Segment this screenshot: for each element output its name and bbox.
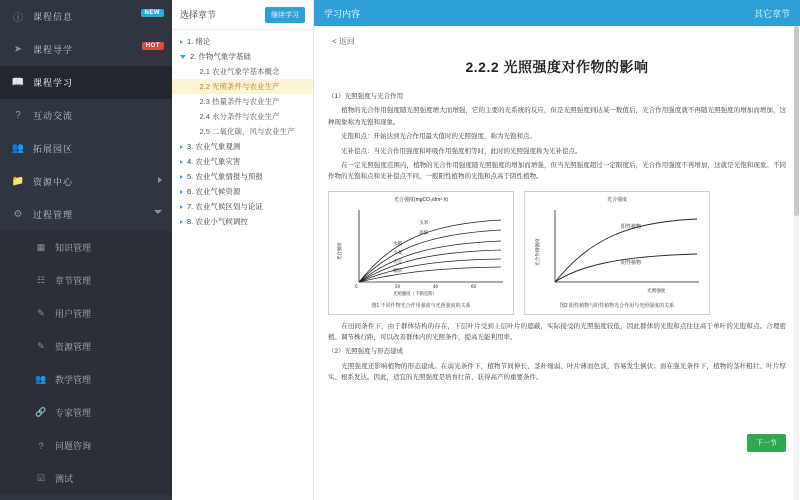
tree-item-label: 1. 绪论 — [187, 37, 211, 46]
sidebar-item-course-guide[interactable] — [0, 33, 172, 66]
sidebar-item-expert-manage[interactable] — [0, 396, 172, 429]
tree-item[interactable] — [172, 124, 313, 139]
svg-text:0: 0 — [355, 283, 358, 289]
paragraph: 光饱和点：开始达到光合作用最大值时的光照强度，称为光饱和点。 — [328, 133, 536, 141]
tree-item[interactable] — [172, 64, 313, 79]
question-icon: ? — [15, 110, 21, 121]
question-circle-icon: ? — [38, 440, 44, 451]
info-icon: ⓘ — [13, 13, 23, 24]
figure-2-caption: 图2 阳性植物与阴性植物光合作用与光照强度的关系 — [559, 302, 675, 309]
tree-item-label: 2.2 光照条件与农业生产 — [199, 82, 280, 91]
sidebar-item-course-study[interactable] — [0, 66, 172, 99]
chevron-right-icon — [180, 175, 183, 179]
chevron-down-icon — [180, 55, 186, 59]
chapter-panel-title: 选择章节 — [180, 10, 217, 20]
tree-item-label: 2.1 农业气象学基本概念 — [199, 67, 280, 76]
sidebar-item-label: 教学管理 — [55, 375, 92, 385]
sidebar-item-label: 专家管理 — [55, 408, 92, 418]
svg-text:40: 40 — [433, 283, 439, 289]
chevron-right-icon — [180, 160, 183, 164]
tree-item[interactable] — [172, 169, 313, 184]
svg-text:大豆: 大豆 — [393, 259, 403, 265]
sidebar-item-label: 资源中心 — [33, 177, 74, 187]
folder-icon: 📁 — [11, 176, 25, 187]
content-panel — [314, 0, 800, 500]
tree-item[interactable] — [172, 94, 313, 109]
sidebar-item-label: 问题咨询 — [55, 441, 92, 451]
tree-item[interactable] — [172, 199, 313, 214]
figure-1 — [328, 191, 514, 315]
svg-text:光照强度（千勒克斯）: 光照强度（千勒克斯） — [393, 291, 437, 296]
tree-item[interactable] — [172, 34, 313, 49]
paragraph: 植物的光合作用强度随光照强度增大而增强，它的主要的光系统的反应，但是光照强度到达某一数值后，光合作用强度就不再随光照强度的增加而增加，这种现象称为光饱和现象。 — [328, 107, 786, 126]
sidebar-item-interaction[interactable] — [0, 99, 172, 132]
svg-text:水稻: 水稻 — [393, 241, 403, 247]
grid-icon: ▦ — [36, 242, 46, 252]
sidebar-item-label: 互动交流 — [33, 111, 74, 121]
content-scrollbar[interactable] — [794, 26, 799, 500]
tree-item[interactable] — [172, 139, 313, 154]
sidebar — [0, 0, 172, 500]
sidebar-item-label: 资源管理 — [55, 342, 92, 352]
paragraph: （1）光照强度与光合作用 — [328, 93, 404, 100]
svg-text:20: 20 — [395, 283, 401, 289]
sidebar-item-community[interactable] — [0, 132, 172, 165]
sidebar-item-chapter-manage[interactable] — [0, 264, 172, 297]
svg-text:60: 60 — [471, 283, 477, 289]
tree-item[interactable] — [172, 154, 313, 169]
chevron-right-icon — [180, 205, 183, 209]
tree-item[interactable] — [172, 214, 313, 229]
tree-item-label: 2.4 水分条件与农业生产 — [199, 112, 280, 121]
continue-study-button[interactable]: 继续学习 — [265, 7, 305, 23]
chevron-right-icon — [180, 220, 183, 224]
sidebar-item-label: 拓展园区 — [33, 144, 74, 154]
tree-item-label: 7. 农业气候区划与论证 — [187, 202, 263, 211]
tree-item-label: 2. 作物气象学基础 — [190, 52, 251, 61]
check-square-icon: ☑ — [36, 473, 46, 483]
svg-text:阴性植物: 阴性植物 — [621, 259, 642, 266]
scrollbar-thumb[interactable] — [794, 26, 799, 216]
paragraph: 光照强度还影响植物的形态建成。在弱光条件下，植物节间伸长、茎秆细弱、叶片薄而色淡，容易发生倒伏；而在强光条件下，植物的茎秆粗壮、叶片厚实、根系发达。因此，适宜的光照强度是培育壮苗、获得高产的重要条件。 — [328, 362, 786, 382]
sidebar-item-question-consult[interactable] — [0, 429, 172, 462]
status-badge: NEW — [141, 9, 165, 17]
sidebar-item-resource-center[interactable] — [0, 165, 172, 198]
tree-item[interactable] — [172, 109, 313, 124]
svg-text:高粱: 高粱 — [419, 230, 429, 236]
chevron-right-icon — [180, 190, 183, 194]
chevron-right-icon — [158, 177, 162, 183]
next-section-button[interactable]: 下一节 — [747, 434, 786, 452]
tree-item-label: 2.5 二氧化碳、风与农业生产 — [199, 127, 295, 136]
paragraph: 在田间条件下，由于群体结构的存在，下层叶片受到上层叶片的遮蔽，实际接受的光照强度较低，因此群体的光饱和点往往高于单叶的光饱和点。合理密植、调节株行距，可以改善群体内的光照条件，提高光能利用率。 — [328, 322, 786, 341]
compass-icon: ➤ — [13, 44, 23, 55]
user-edit-icon: ✎ — [37, 308, 45, 318]
figure-1-inner-title: 光合强度(mgCO₂/dm²·h) — [393, 196, 449, 203]
svg-text:阳性植物: 阳性植物 — [621, 223, 642, 230]
sidebar-item-resource-manage[interactable] — [0, 330, 172, 363]
sidebar-item-label: 过程管理 — [33, 210, 74, 220]
users-cog-icon: 👥 — [35, 374, 47, 384]
figure-1-caption: 图1 不同作物光合作用强度与光照强度的关系 — [371, 302, 471, 309]
tree-item[interactable] — [172, 49, 313, 64]
back-link[interactable]: < 返回 — [332, 37, 355, 46]
status-badge: HOT — [142, 42, 164, 50]
sidebar-item-test[interactable] — [0, 462, 172, 495]
figure-2-inner-title: 光合强度 — [606, 196, 627, 203]
gear-icon: ⚙ — [13, 209, 23, 220]
paragraph: 在一定光照强度范围内，植物的光合作用强度随光照强度的增加而增强，但当光照强度超过一定限度后，光合作用强度不再增加，这就是光饱和现象。不同作物的光饱和点和光补偿点不同，一般阳性植物的光饱和点高于阴性植物。 — [328, 161, 786, 181]
chapter-panel-header — [172, 0, 313, 30]
figure-2 — [524, 191, 710, 315]
figure-1-chart — [333, 204, 509, 296]
tree-item-label: 6. 农业气候资源 — [187, 187, 241, 196]
sidebar-item-user-manage[interactable] — [0, 297, 172, 330]
svg-text:小麦: 小麦 — [393, 250, 403, 256]
other-chapters-button[interactable]: 其它章节 — [753, 8, 790, 19]
tree-item-label: 5. 农业气象情报与预报 — [187, 172, 263, 181]
sidebar-item-label: 用户管理 — [55, 309, 92, 319]
svg-text:光合强度: 光合强度 — [338, 242, 343, 260]
chevron-right-icon — [180, 40, 183, 44]
sidebar-item-label: 课程导学 — [33, 45, 74, 55]
sidebar-item-label: 课程信息 — [33, 12, 74, 22]
svg-text:光合作用强度: 光合作用强度 — [536, 238, 541, 266]
tree-item-label: 3. 农业气象观测 — [187, 142, 241, 151]
content-body — [314, 26, 800, 500]
content-header-title: 学习内容 — [324, 8, 361, 19]
link-icon: 🔗 — [35, 407, 47, 417]
tree-item-label: 2.3 热量条件与农业生产 — [199, 97, 280, 106]
tree-item-selected[interactable] — [172, 79, 313, 94]
tree-item[interactable] — [172, 184, 313, 199]
tree-item-label: 4. 农业气象灾害 — [187, 157, 241, 166]
book-icon: 📖 — [11, 77, 25, 88]
sidebar-item-knowledge-manage[interactable] — [0, 231, 172, 264]
svg-text:玉米: 玉米 — [419, 220, 429, 226]
tree-item-label: 8. 农业小气候调控 — [187, 217, 248, 226]
chapter-panel — [172, 0, 314, 500]
sidebar-item-label: 测试 — [55, 474, 74, 484]
content-header — [314, 0, 800, 26]
page-title: 2.2.2 光照强度对作物的影响 — [465, 59, 649, 75]
sidebar-item-label: 知识管理 — [55, 243, 92, 253]
sidebar-item-label: 章节管理 — [55, 276, 92, 286]
figure-2-chart — [529, 204, 705, 296]
sidebar-item-process-manage[interactable] — [0, 198, 172, 231]
sidebar-item-label: 课程学习 — [33, 78, 74, 88]
figure-row — [328, 191, 786, 315]
paragraph: （2）光照强度与形态建成 — [328, 348, 404, 356]
pencil-icon: ✎ — [37, 341, 45, 351]
svg-text:光照强度: 光照强度 — [647, 288, 666, 294]
chapter-tree — [172, 30, 313, 500]
paragraph: 光补偿点：当光合作用强度和呼吸作用强度相等时，此时的光照强度称为光补偿点。 — [328, 147, 582, 155]
sidebar-item-teaching-manage[interactable] — [0, 363, 172, 396]
svg-text:烟草: 烟草 — [393, 268, 403, 274]
sitemap-icon: ☷ — [36, 275, 46, 285]
sidebar-item-course-info[interactable] — [0, 0, 172, 33]
chevron-down-icon — [154, 210, 162, 214]
chevron-right-icon — [180, 145, 183, 149]
users-icon: 👥 — [11, 143, 25, 154]
